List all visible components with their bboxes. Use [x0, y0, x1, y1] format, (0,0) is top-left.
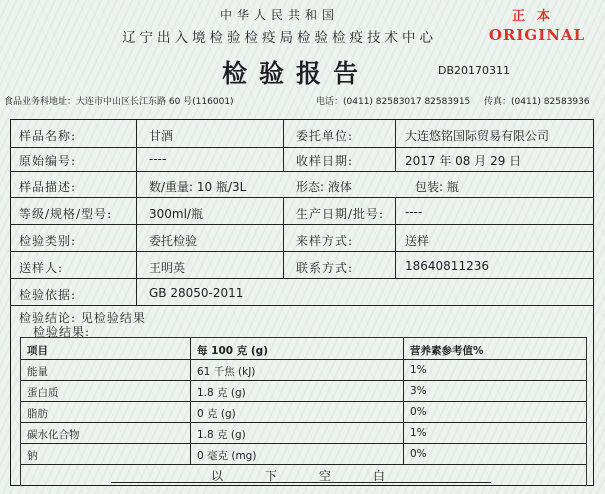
form-value: 形态: 液体	[296, 180, 352, 194]
column-header-nrv: 营养素参考值%	[410, 345, 484, 357]
sender-value: 王明英	[149, 261, 186, 275]
original-stamp	[482, 10, 592, 43]
table-column-divider	[403, 338, 404, 464]
stamp-en-text: ORIGINAL	[488, 25, 586, 44]
production-label: 生产日期/批号:	[296, 207, 385, 221]
table-cell: 1%	[410, 364, 427, 376]
row-divider	[11, 147, 593, 148]
table-cell: 3%	[410, 385, 427, 397]
quantity-value: 数/重量: 10 瓶/3L	[149, 180, 247, 194]
stamp-cn-text: 正本	[511, 9, 562, 24]
sampling-value: 送样	[405, 234, 430, 248]
original-no-value: ----	[149, 152, 167, 166]
original-no-label: 原始编号:	[19, 154, 77, 168]
table-row-divider	[21, 401, 586, 402]
lab-fax: 传真：(0411) 82583936	[484, 97, 590, 107]
results-table	[20, 337, 587, 486]
received-date-value: 2017 年 08 月 29 日	[405, 154, 522, 168]
grade-label: 等级/规格/型号:	[19, 207, 113, 221]
row-divider	[11, 251, 593, 252]
table-row-divider	[21, 443, 586, 444]
table-cell: 0 毫克 (mg)	[197, 450, 257, 462]
received-date-label: 收样日期:	[296, 154, 354, 168]
table-cell: 蛋白质	[27, 387, 59, 399]
table-cell: 钠	[27, 450, 38, 462]
category-label: 检验类别:	[19, 234, 77, 248]
report-number: DB20170311	[438, 64, 511, 77]
table-cell: 0 克 (g)	[197, 408, 236, 420]
column-divider	[395, 197, 396, 278]
client-value: 大连悠铭国际贸易有限公司	[405, 129, 550, 143]
table-row-divider	[21, 359, 586, 360]
table-cell: 61 千焦 (kJ)	[197, 366, 256, 378]
production-value: ----	[405, 205, 423, 219]
category-value: 委托检验	[149, 234, 198, 248]
conclusion-text: 检验结论: 见检验结果	[19, 311, 146, 325]
row-divider	[11, 278, 593, 279]
column-header-per-100g: 每 100 克 (g)	[197, 345, 268, 357]
sampling-label: 来样方式:	[296, 234, 354, 248]
table-column-divider	[190, 338, 191, 464]
row-divider	[11, 224, 593, 225]
description-label: 样品描述:	[19, 180, 77, 194]
table-cell: 脂肪	[27, 408, 48, 420]
lab-address: 食品业务科地址：大连市中山区长江东路 60 号(116001)	[4, 97, 234, 107]
table-cell: 1.8 克 (g)	[197, 387, 246, 399]
table-row-divider	[21, 422, 586, 423]
table-row-divider	[21, 380, 586, 381]
report-form	[10, 119, 594, 486]
basis-label: 检验依据:	[19, 288, 77, 302]
table-cell: 碳水化合物	[27, 429, 80, 441]
table-cell: 1.8 克 (g)	[197, 429, 246, 441]
row-divider	[11, 171, 593, 172]
table-cell: 0%	[410, 448, 427, 460]
column-divider	[136, 120, 137, 305]
table-row-divider	[21, 464, 586, 465]
grade-value: 300ml/瓶	[149, 207, 203, 221]
org-name: 辽宁出入境检验检疫局检验检疫技术中心	[122, 30, 437, 46]
column-divider	[395, 120, 396, 171]
lab-telephone: 电话：(0411) 82583017 82583915	[316, 97, 471, 107]
row-divider	[11, 305, 593, 306]
results-label: 检验结果:	[33, 325, 91, 339]
report-title: 检验报告	[222, 59, 371, 88]
table-cell: 0%	[410, 406, 427, 418]
basis-value: GB 28050-2011	[149, 286, 244, 300]
sender-label: 送样人:	[19, 261, 64, 275]
row-divider	[11, 197, 593, 198]
column-divider	[283, 120, 284, 171]
blank-marker: 以下空白	[211, 469, 428, 483]
contact-value: 18640811236	[405, 259, 489, 273]
column-header-item: 项目	[27, 345, 48, 357]
org-country: 中华人民共和国	[220, 8, 340, 22]
sample-name-label: 样品名称:	[19, 129, 77, 143]
client-label: 委托单位:	[296, 129, 354, 143]
sample-name-value: 甘酒	[149, 129, 174, 143]
table-cell: 1%	[410, 427, 427, 439]
contact-label: 联系方式:	[296, 261, 354, 275]
package-value: 包装: 瓶	[415, 180, 459, 194]
column-divider	[283, 197, 284, 278]
table-cell: 能量	[27, 366, 48, 378]
